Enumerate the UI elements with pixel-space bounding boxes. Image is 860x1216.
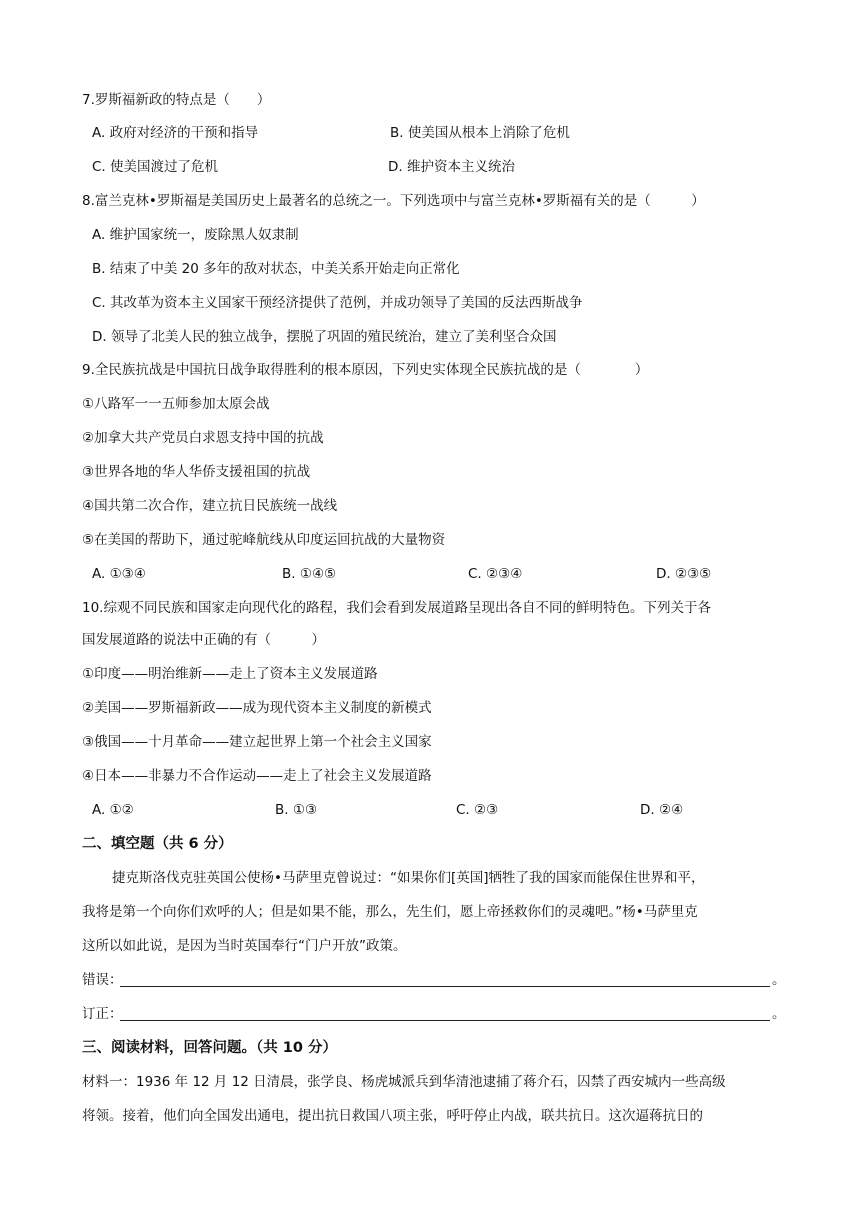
q10-option-b: B. ①③ <box>275 802 318 818</box>
q10-option-c: C. ②③ <box>456 802 499 818</box>
q7-option-b: B. 使美国从根本上消除了危机 <box>390 125 570 141</box>
q8-option-c: C. 其改革为资本主义国家干预经济提供了范例，并成功领导了美国的反法西斯战争 <box>92 295 583 311</box>
q7-option-c: C. 使美国渡过了危机 <box>92 159 219 175</box>
q8-option-b: B. 结束了中美 20 多年的敌对状态，中美关系开始走向正常化 <box>92 261 460 277</box>
q7-option-d: D. 维护资本主义统治 <box>388 159 515 175</box>
q10-stem-line1: 10.综观不同民族和国家走向现代化的路程，我们会看到发展道路呈现出各自不同的鲜明特色。下列关于各 <box>82 600 711 616</box>
q9-option-b: B. ①④⑤ <box>282 566 337 582</box>
fix-answer-line[interactable] <box>120 1020 770 1021</box>
q7-stem: 7.罗斯福新政的特点是（ ） <box>82 92 271 108</box>
error-label: 错误： <box>82 972 123 988</box>
error-answer-line[interactable] <box>120 986 770 987</box>
fix-line-period: 。 <box>772 1006 786 1022</box>
q9-option-d: D. ②③⑤ <box>656 566 712 582</box>
q9-option-a: A. ①③④ <box>92 566 146 582</box>
q10-option-a: A. ①② <box>92 802 134 818</box>
section3-material-line1: 材料一：1936 年 12 月 12 日清晨，张学良、杨虎城派兵到华清池逮捕了蒋介石，囚禁了西安城内一些高级 <box>82 1074 726 1090</box>
section2-paragraph-line1: 捷克斯洛伐克驻英国公使杨•马萨里克曾说过：“如果你们[英国]牺牲了我的国家而能保住世界和平， <box>112 870 705 886</box>
q9-item: ①八路军一一五师参加太原会战 <box>82 396 270 412</box>
q9-item: ③世界各地的华人华侨支援祖国的抗战 <box>82 464 311 480</box>
q10-item: ①印度——明治维新——走上了资本主义发展道路 <box>82 666 378 682</box>
q10-item: ②美国——罗斯福新政——成为现代资本主义制度的新模式 <box>82 700 432 716</box>
error-line-period: 。 <box>772 972 786 988</box>
q8-option-d: D. 领导了北美人民的独立战争，摆脱了巩固的殖民统治，建立了美利坚合众国 <box>92 329 557 345</box>
q8-stem: 8.富兰克林•罗斯福是美国历史上最著名的总统之一。下列选项中与富兰克林•罗斯福有关的是（ ） <box>82 193 705 209</box>
q10-stem-line2: 国发展道路的说法中正确的有（ ） <box>82 632 325 648</box>
q8-option-a: A. 维护国家统一，废除黑人奴隶制 <box>92 227 299 243</box>
q9-item: ②加拿大共产党员白求恩支持中国的抗战 <box>82 430 324 446</box>
section3-title: 三、阅读材料，回答问题。（共 10 分） <box>82 1040 338 1056</box>
q9-item: ⑤在美国的帮助下，通过驼峰航线从印度运回抗战的大量物资 <box>82 532 446 548</box>
q10-item: ③俄国——十月革命——建立起世界上第一个社会主义国家 <box>82 734 432 750</box>
q10-option-d: D. ②④ <box>640 802 684 818</box>
q9-item: ④国共第二次合作，建立抗日民族统一战线 <box>82 498 338 514</box>
section2-paragraph-line2: 我将是第一个向你们欢呼的人；但是如果不能，那么，先生们，愿上帝拯救你们的灵魂吧。”杨•马萨里克 <box>82 904 698 920</box>
q9-stem: 9.全民族抗战是中国抗日战争取得胜利的根本原因，下列史实体现全民族抗战的是（ ） <box>82 362 649 378</box>
section2-title: 二、填空题（共 6 分） <box>82 836 233 852</box>
section2-paragraph-line3: 这所以如此说，是因为当时英国奉行“门户开放”政策。 <box>82 938 407 954</box>
q7-option-a: A. 政府对经济的干预和指导 <box>92 125 259 141</box>
section3-material-line2: 将领。接着，他们向全国发出通电，提出抗日救国八项主张，呼吁停止内战，联共抗日。这次逼蒋抗日的 <box>82 1108 703 1124</box>
q10-item: ④日本——非暴力不合作运动——走上了社会主义发展道路 <box>82 768 432 784</box>
q9-option-c: C. ②③④ <box>468 566 523 582</box>
fix-label: 订正： <box>82 1006 123 1022</box>
